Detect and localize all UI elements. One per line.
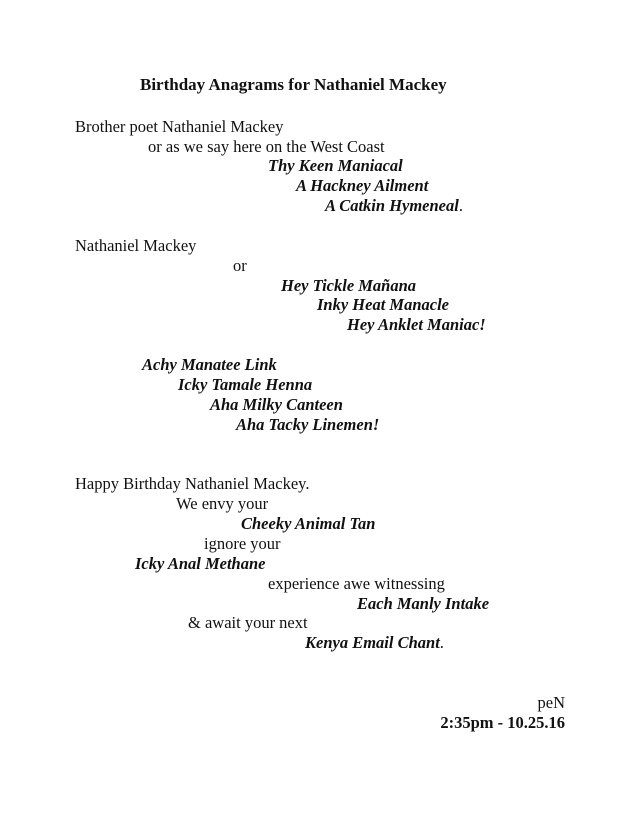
stanza1-anagram2: A Hackney Ailment [296, 176, 429, 195]
stanza4-anagram4: Kenya Email Chant [305, 633, 440, 652]
signature-name: peN [537, 693, 565, 712]
stanza4-anagram2: Icky Anal Methane [135, 554, 266, 573]
stanza2-name: Nathaniel Mackey [75, 236, 197, 255]
stanza4-await: & await your next [188, 613, 308, 632]
stanza1-anagram3: A Catkin Hymeneal [325, 196, 459, 215]
stanza1-anagram3-line [325, 196, 463, 216]
stanza1-sub: or as we say here on the West Coast [148, 137, 385, 156]
stanza3-anagram1: Achy Manatee Link [142, 355, 277, 374]
stanza4-anagram4-period: . [439, 633, 444, 652]
stanza4-anagram3: Each Manly Intake [357, 594, 490, 613]
stanza3-anagram2: Icky Tamale Henna [178, 375, 313, 394]
stanza4-anagram4-line [305, 633, 444, 653]
signature-datetime: 2:35pm - 10.25.16 [440, 713, 565, 732]
stanza4-envy: We envy your [176, 494, 269, 513]
stanza2-or: or [233, 256, 247, 275]
stanza2-anagram3: Hey Anklet Maniac! [347, 315, 486, 334]
stanza4-anagram1: Cheeky Animal Tan [241, 514, 376, 533]
stanza3-anagram4: Aha Tacky Linemen! [236, 415, 380, 434]
stanza1-anagram3-period: . [458, 196, 463, 215]
document-title: Birthday Anagrams for Nathaniel Mackey [140, 75, 447, 94]
stanza2-anagram1: Hey Tickle Mañana [281, 276, 417, 295]
stanza4-greeting: Happy Birthday Nathaniel Mackey. [75, 474, 310, 493]
stanza3-anagram3: Aha Milky Canteen [210, 395, 343, 414]
stanza4-ignore: ignore your [204, 534, 281, 553]
stanza2-anagram2: Inky Heat Manacle [317, 295, 449, 314]
stanza4-experience: experience awe witnessing [268, 574, 445, 593]
stanza1-anagram1: Thy Keen Maniacal [268, 156, 403, 175]
stanza1-intro: Brother poet Nathaniel Mackey [75, 117, 284, 136]
